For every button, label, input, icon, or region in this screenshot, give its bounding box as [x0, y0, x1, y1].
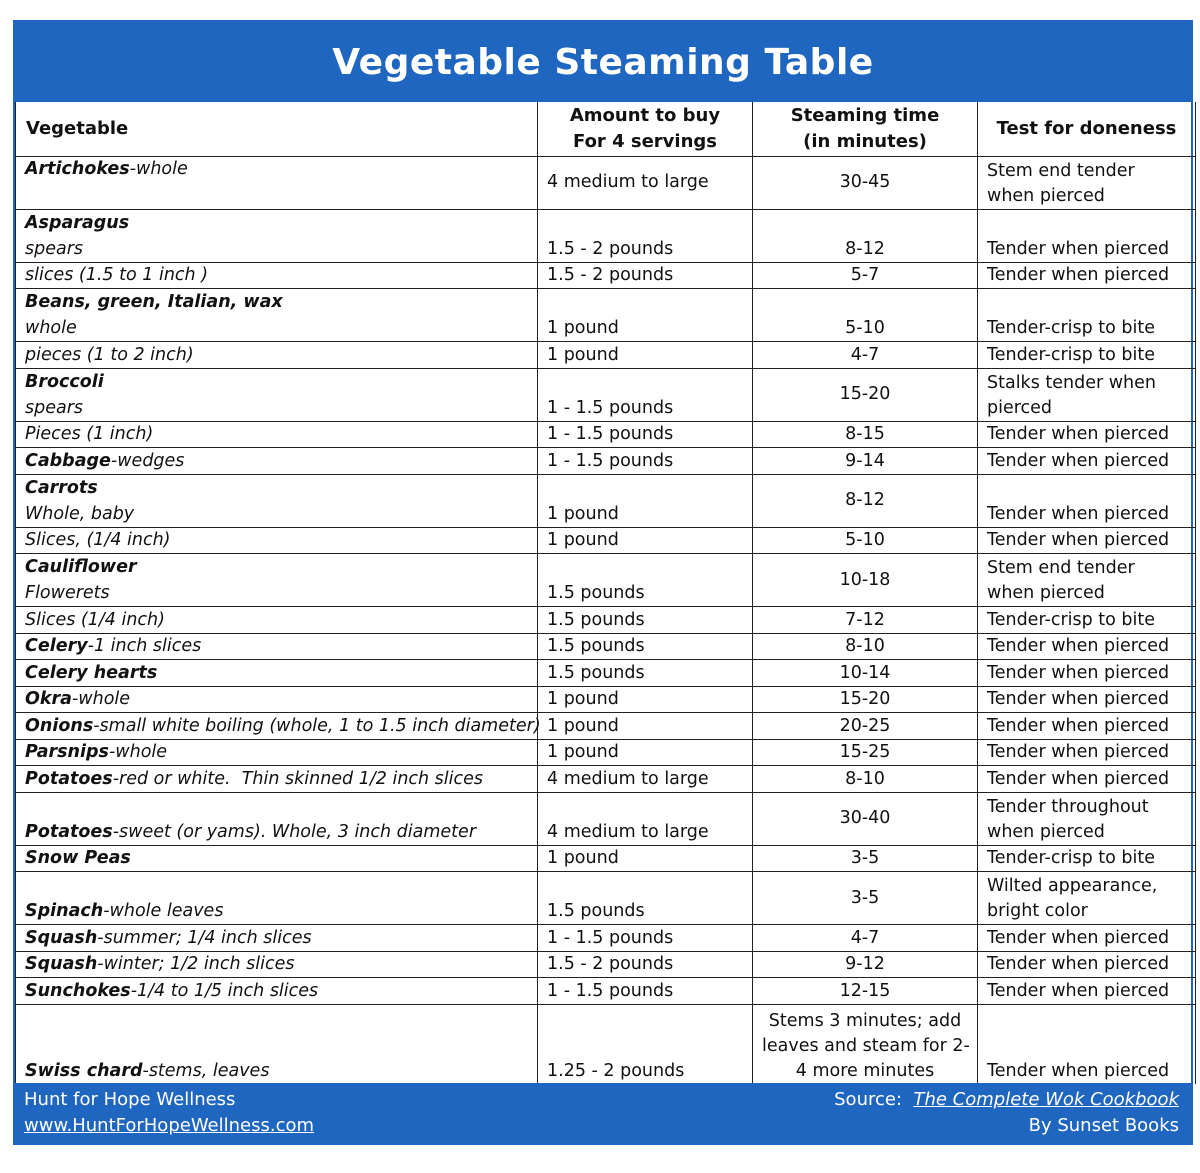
vegetable-cell: Squash-winter; 1/2 inch slices	[16, 951, 538, 978]
test-cell: Wilted appearance, bright color	[978, 872, 1196, 925]
amount-cell: 4 medium to large	[538, 156, 753, 209]
amount-cell: 1.5 - 2 pounds	[538, 951, 753, 978]
time-cell: 8-10	[753, 766, 978, 793]
source-line: Source: The Complete Wok Cookbook	[834, 1089, 1179, 1110]
test-cell: Tender when pierced	[978, 501, 1196, 528]
time-cell: 30-40	[753, 792, 978, 845]
time-cell: 8-12	[753, 236, 978, 263]
test-cell	[978, 209, 1196, 236]
table-row	[16, 262, 1196, 289]
table-row	[16, 209, 1196, 236]
table-row	[16, 474, 1196, 501]
vegetable-cell: spears	[16, 395, 538, 422]
vegetable-cell: Okra-whole	[16, 686, 538, 713]
steaming-table-sheet	[13, 20, 1193, 1145]
amount-cell: 1.5 pounds	[538, 660, 753, 687]
amount-cell: 1.5 pounds	[538, 872, 753, 925]
test-cell: Tender when pierced	[978, 421, 1196, 448]
time-cell: 5-10	[753, 527, 978, 554]
test-cell: Tender-crisp to bite	[978, 342, 1196, 369]
time-cell: 8-12	[753, 474, 978, 527]
test-cell: Stem end tender when pierced	[978, 554, 1196, 607]
test-cell: Tender when pierced	[978, 766, 1196, 793]
vegetable-cell: Flowerets	[16, 580, 538, 607]
vegetable-cell: Asparagus	[16, 209, 538, 236]
org-website-link[interactable]: www.HuntForHopeWellness.com	[24, 1115, 315, 1136]
time-cell	[753, 209, 978, 236]
amount-cell	[538, 554, 753, 581]
time-cell: 5-7	[753, 262, 978, 289]
table-row	[16, 686, 1196, 713]
header-steaming-time: Steaming time (in minutes)	[753, 102, 978, 156]
time-cell: 4-7	[753, 925, 978, 952]
table-row	[16, 713, 1196, 740]
test-cell: Tender when pierced	[978, 633, 1196, 660]
test-cell: Stalks tender when pierced	[978, 368, 1196, 421]
vegetable-cell: Carrots	[16, 474, 538, 501]
table-row	[16, 368, 1196, 395]
publisher: By Sunset Books	[1028, 1115, 1179, 1136]
footer-source	[834, 1087, 1179, 1139]
vegetable-cell: Slices, (1/4 inch)	[16, 527, 538, 554]
vegetable-cell: slices (1.5 to 1 inch )	[16, 262, 538, 289]
header-amount: Amount to buy For 4 servings	[538, 102, 753, 156]
test-cell: Tender when pierced	[978, 236, 1196, 263]
amount-cell: 1.5 pounds	[538, 633, 753, 660]
time-cell: 12-15	[753, 978, 978, 1005]
test-cell: Tender when pierced	[978, 527, 1196, 554]
test-cell: Tender-crisp to bite	[978, 845, 1196, 872]
time-cell: 15-20	[753, 686, 978, 713]
time-cell: 3-5	[753, 845, 978, 872]
header-vegetable: Vegetable	[16, 102, 538, 156]
table-row	[16, 448, 1196, 475]
amount-cell: 1 pound	[538, 713, 753, 740]
org-name: Hunt for Hope Wellness	[24, 1089, 236, 1110]
time-cell: Stems 3 minutes; add leaves and steam for 2- 4 more minutes	[753, 1004, 978, 1084]
table-row	[16, 872, 1196, 925]
table-row	[16, 289, 1196, 316]
table-row	[16, 951, 1196, 978]
table-row	[16, 501, 1196, 528]
vegetable-cell: whole	[16, 315, 538, 342]
test-cell: Tender when pierced	[978, 739, 1196, 766]
vegetable-cell: pieces (1 to 2 inch)	[16, 342, 538, 369]
vegetable-cell: Parsnips-whole	[16, 739, 538, 766]
test-cell: Tender when pierced	[978, 951, 1196, 978]
vegetable-cell: Squash-summer; 1/4 inch slices	[16, 925, 538, 952]
table-row	[16, 421, 1196, 448]
page-title: Vegetable Steaming Table	[15, 22, 1191, 102]
vegetable-cell: Cabbage-wedges	[16, 448, 538, 475]
header-test: Test for doneness	[978, 102, 1196, 156]
time-cell: 15-20	[753, 368, 978, 421]
time-cell: 9-14	[753, 448, 978, 475]
footer	[15, 1083, 1191, 1143]
test-cell: Tender when pierced	[978, 925, 1196, 952]
table-row	[16, 527, 1196, 554]
amount-cell	[538, 289, 753, 316]
amount-cell: 1.5 pounds	[538, 607, 753, 634]
vegetable-cell: spears	[16, 236, 538, 263]
amount-cell: 1 pound	[538, 342, 753, 369]
test-cell: Tender when pierced	[978, 660, 1196, 687]
amount-cell: 1 pound	[538, 527, 753, 554]
test-cell: Tender when pierced	[978, 713, 1196, 740]
amount-cell: 1 - 1.5 pounds	[538, 978, 753, 1005]
amount-cell: 1 pound	[538, 845, 753, 872]
vegetable-cell: Beans, green, Italian, wax	[16, 289, 538, 316]
vegetable-cell: Broccoli	[16, 368, 538, 395]
test-cell: Tender-crisp to bite	[978, 607, 1196, 634]
time-cell	[753, 289, 978, 316]
header-row	[16, 102, 1196, 156]
table-row	[16, 978, 1196, 1005]
amount-cell: 1 pound	[538, 686, 753, 713]
vegetable-cell: Sunchokes-1/4 to 1/5 inch slices	[16, 978, 538, 1005]
table-row	[16, 925, 1196, 952]
table-row	[16, 236, 1196, 263]
test-cell: Tender-crisp to bite	[978, 315, 1196, 342]
test-cell: Tender when pierced	[978, 1004, 1196, 1084]
table-row	[16, 1004, 1196, 1084]
amount-cell: 1 - 1.5 pounds	[538, 925, 753, 952]
time-cell: 7-12	[753, 607, 978, 634]
time-cell: 15-25	[753, 739, 978, 766]
test-cell: Tender when pierced	[978, 686, 1196, 713]
time-cell: 30-45	[753, 156, 978, 209]
table-row	[16, 156, 1196, 209]
time-cell: 20-25	[753, 713, 978, 740]
test-cell	[978, 289, 1196, 316]
time-cell: 8-15	[753, 421, 978, 448]
table-row	[16, 554, 1196, 581]
time-cell: 5-10	[753, 315, 978, 342]
amount-cell: 1 pound	[538, 739, 753, 766]
amount-cell	[538, 209, 753, 236]
footer-org	[24, 1087, 314, 1139]
amount-cell: 1.5 pounds	[538, 580, 753, 607]
table-row	[16, 845, 1196, 872]
time-cell: 10-18	[753, 554, 978, 607]
time-cell: 3-5	[753, 872, 978, 925]
vegetable-cell: Whole, baby	[16, 501, 538, 528]
test-cell: Tender when pierced	[978, 262, 1196, 289]
amount-cell: 4 medium to large	[538, 766, 753, 793]
table-row	[16, 607, 1196, 634]
vegetable-cell: Onions-small white boiling (whole, 1 to 1.5 inch diameter)	[16, 713, 538, 740]
source-title-link[interactable]: The Complete Wok Cookbook	[913, 1089, 1179, 1110]
amount-cell: 1 - 1.5 pounds	[538, 448, 753, 475]
amount-cell: 1.5 - 2 pounds	[538, 262, 753, 289]
test-cell: Tender throughout when pierced	[978, 792, 1196, 845]
test-cell: Tender when pierced	[978, 978, 1196, 1005]
vegetable-cell: Pieces (1 inch)	[16, 421, 538, 448]
time-cell: 9-12	[753, 951, 978, 978]
amount-cell: 1.5 - 2 pounds	[538, 236, 753, 263]
vegetable-cell: Spinach-whole leaves	[16, 872, 538, 925]
vegetable-cell: Slices (1/4 inch)	[16, 607, 538, 634]
test-cell: Tender when pierced	[978, 448, 1196, 475]
vegetable-cell: Celery hearts	[16, 660, 538, 687]
amount-cell: 1 pound	[538, 501, 753, 528]
vegetable-cell: Cauliflower	[16, 554, 538, 581]
vegetable-cell: Swiss chard-stems, leaves	[16, 1004, 538, 1084]
table-row	[16, 766, 1196, 793]
amount-cell: 1.25 - 2 pounds	[538, 1004, 753, 1084]
table-row	[16, 739, 1196, 766]
table-row	[16, 315, 1196, 342]
vegetable-cell: Potatoes-sweet (or yams). Whole, 3 inch diameter	[16, 792, 538, 845]
table-row	[16, 660, 1196, 687]
vegetable-cell: Artichokes-whole	[16, 156, 538, 209]
amount-cell: 4 medium to large	[538, 792, 753, 845]
amount-cell: 1 - 1.5 pounds	[538, 395, 753, 422]
test-cell: Stem end tender when pierced	[978, 156, 1196, 209]
time-cell: 4-7	[753, 342, 978, 369]
amount-cell	[538, 474, 753, 501]
amount-cell	[538, 368, 753, 395]
vegetable-cell: Potatoes-red or white. Thin skinned 1/2 inch slices	[16, 766, 538, 793]
amount-cell: 1 pound	[538, 315, 753, 342]
vegetable-cell: Celery-1 inch slices	[16, 633, 538, 660]
vegetable-cell: Snow Peas	[16, 845, 538, 872]
test-cell	[978, 474, 1196, 501]
steaming-table	[15, 102, 1196, 1084]
time-cell: 10-14	[753, 660, 978, 687]
table-row	[16, 792, 1196, 845]
table-row	[16, 633, 1196, 660]
time-cell: 8-10	[753, 633, 978, 660]
table-row	[16, 342, 1196, 369]
amount-cell: 1 - 1.5 pounds	[538, 421, 753, 448]
